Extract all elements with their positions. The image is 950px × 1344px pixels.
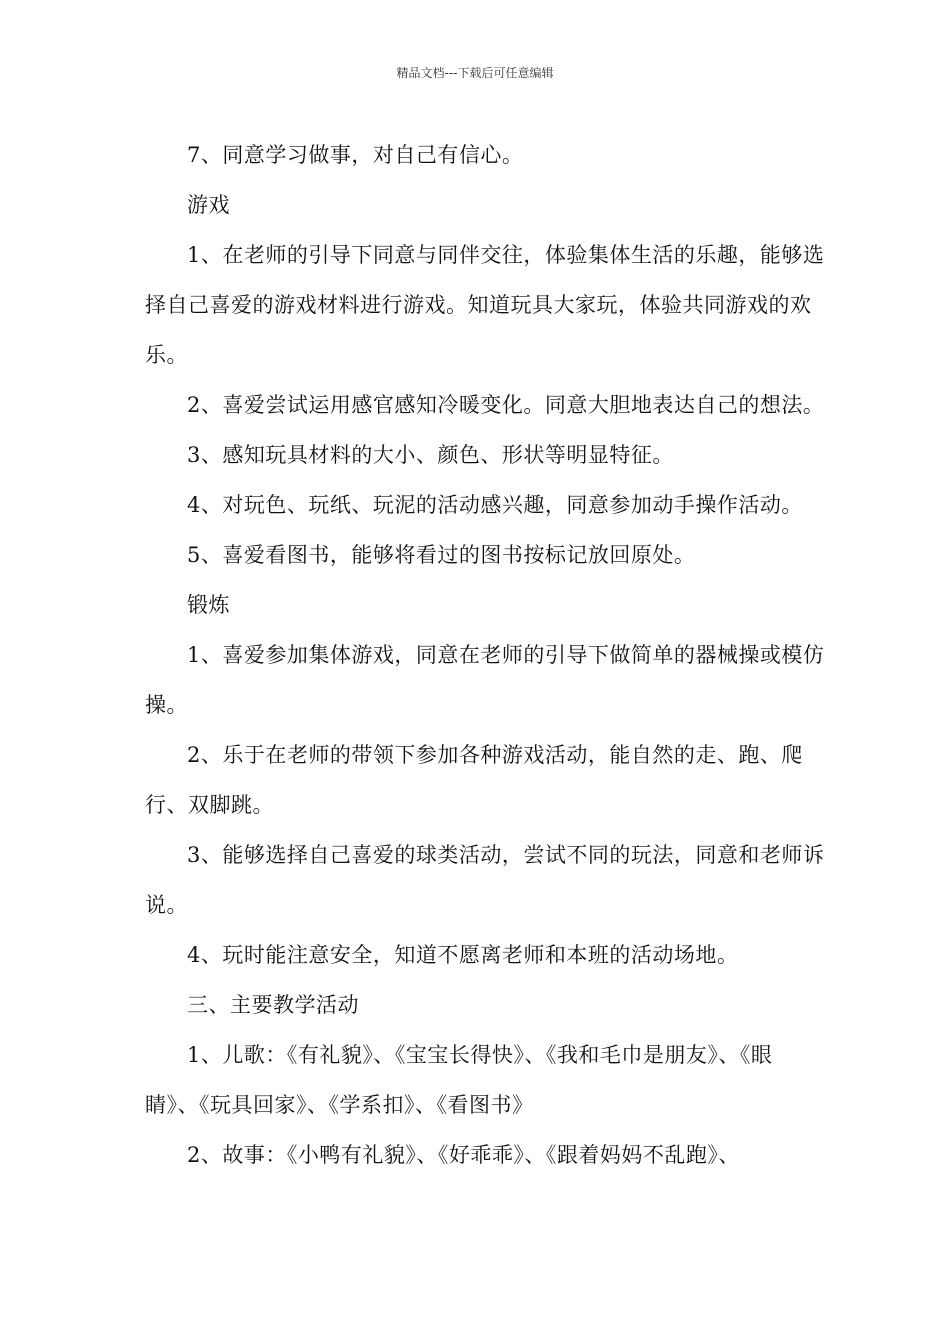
- paragraph: 4、对玩色、玩纸、玩泥的活动感兴趣，同意参加动手操作活动。: [187, 493, 803, 517]
- paragraph: 2、故事：《小鸭有礼貌》、《好乖乖》、《跟着妈妈不乱跑》、: [187, 1143, 740, 1167]
- section-heading-exercise: 锻炼: [187, 593, 230, 617]
- paragraph: 2、喜爱尝试运用感官感知冷暖变化。同意大胆地表达自己的想法。: [187, 393, 825, 417]
- paragraph: 1、在老师的引导下同意与同伴交往，体验集体生活的乐趣，能够选择自己喜爱的游戏材料进行游戏。知道玩具大家玩，体验共同游戏的欢乐。: [145, 243, 825, 367]
- paragraph: 1、喜爱参加集体游戏，同意在老师的引导下做简单的器械操或模仿操。: [145, 643, 825, 717]
- paragraph: 2、乐于在老师的带领下参加各种游戏活动，能自然的走、跑、爬行、双脚跳。: [145, 743, 803, 817]
- paragraph: 7、同意学习做事，对自己有信心。: [187, 143, 524, 167]
- paragraph: 4、玩时能注意安全，知道不愿离老师和本班的活动场地。: [187, 943, 739, 967]
- page-header: 精品文档---下载后可任意编辑: [396, 66, 554, 80]
- paragraph: 3、能够选择自己喜爱的球类活动，尝试不同的玩法，同意和老师诉说。: [145, 843, 825, 917]
- section-heading-games: 游戏: [187, 193, 230, 217]
- paragraph: 5、喜爱看图书，能够将看过的图书按标记放回原处。: [187, 543, 696, 567]
- section-heading-main-activities: 三、主要教学活动: [187, 993, 359, 1017]
- paragraph: 1、儿歌：《有礼貌》、《宝宝长得快》、《我和毛巾是朋友》、《眼睛》、《玩具回家》、《学系扣》、《看图书》: [145, 1043, 773, 1117]
- document-body: [145, 130, 825, 1180]
- paragraph: 3、感知玩具材料的大小、颜色、形状等明显特征。: [187, 443, 674, 467]
